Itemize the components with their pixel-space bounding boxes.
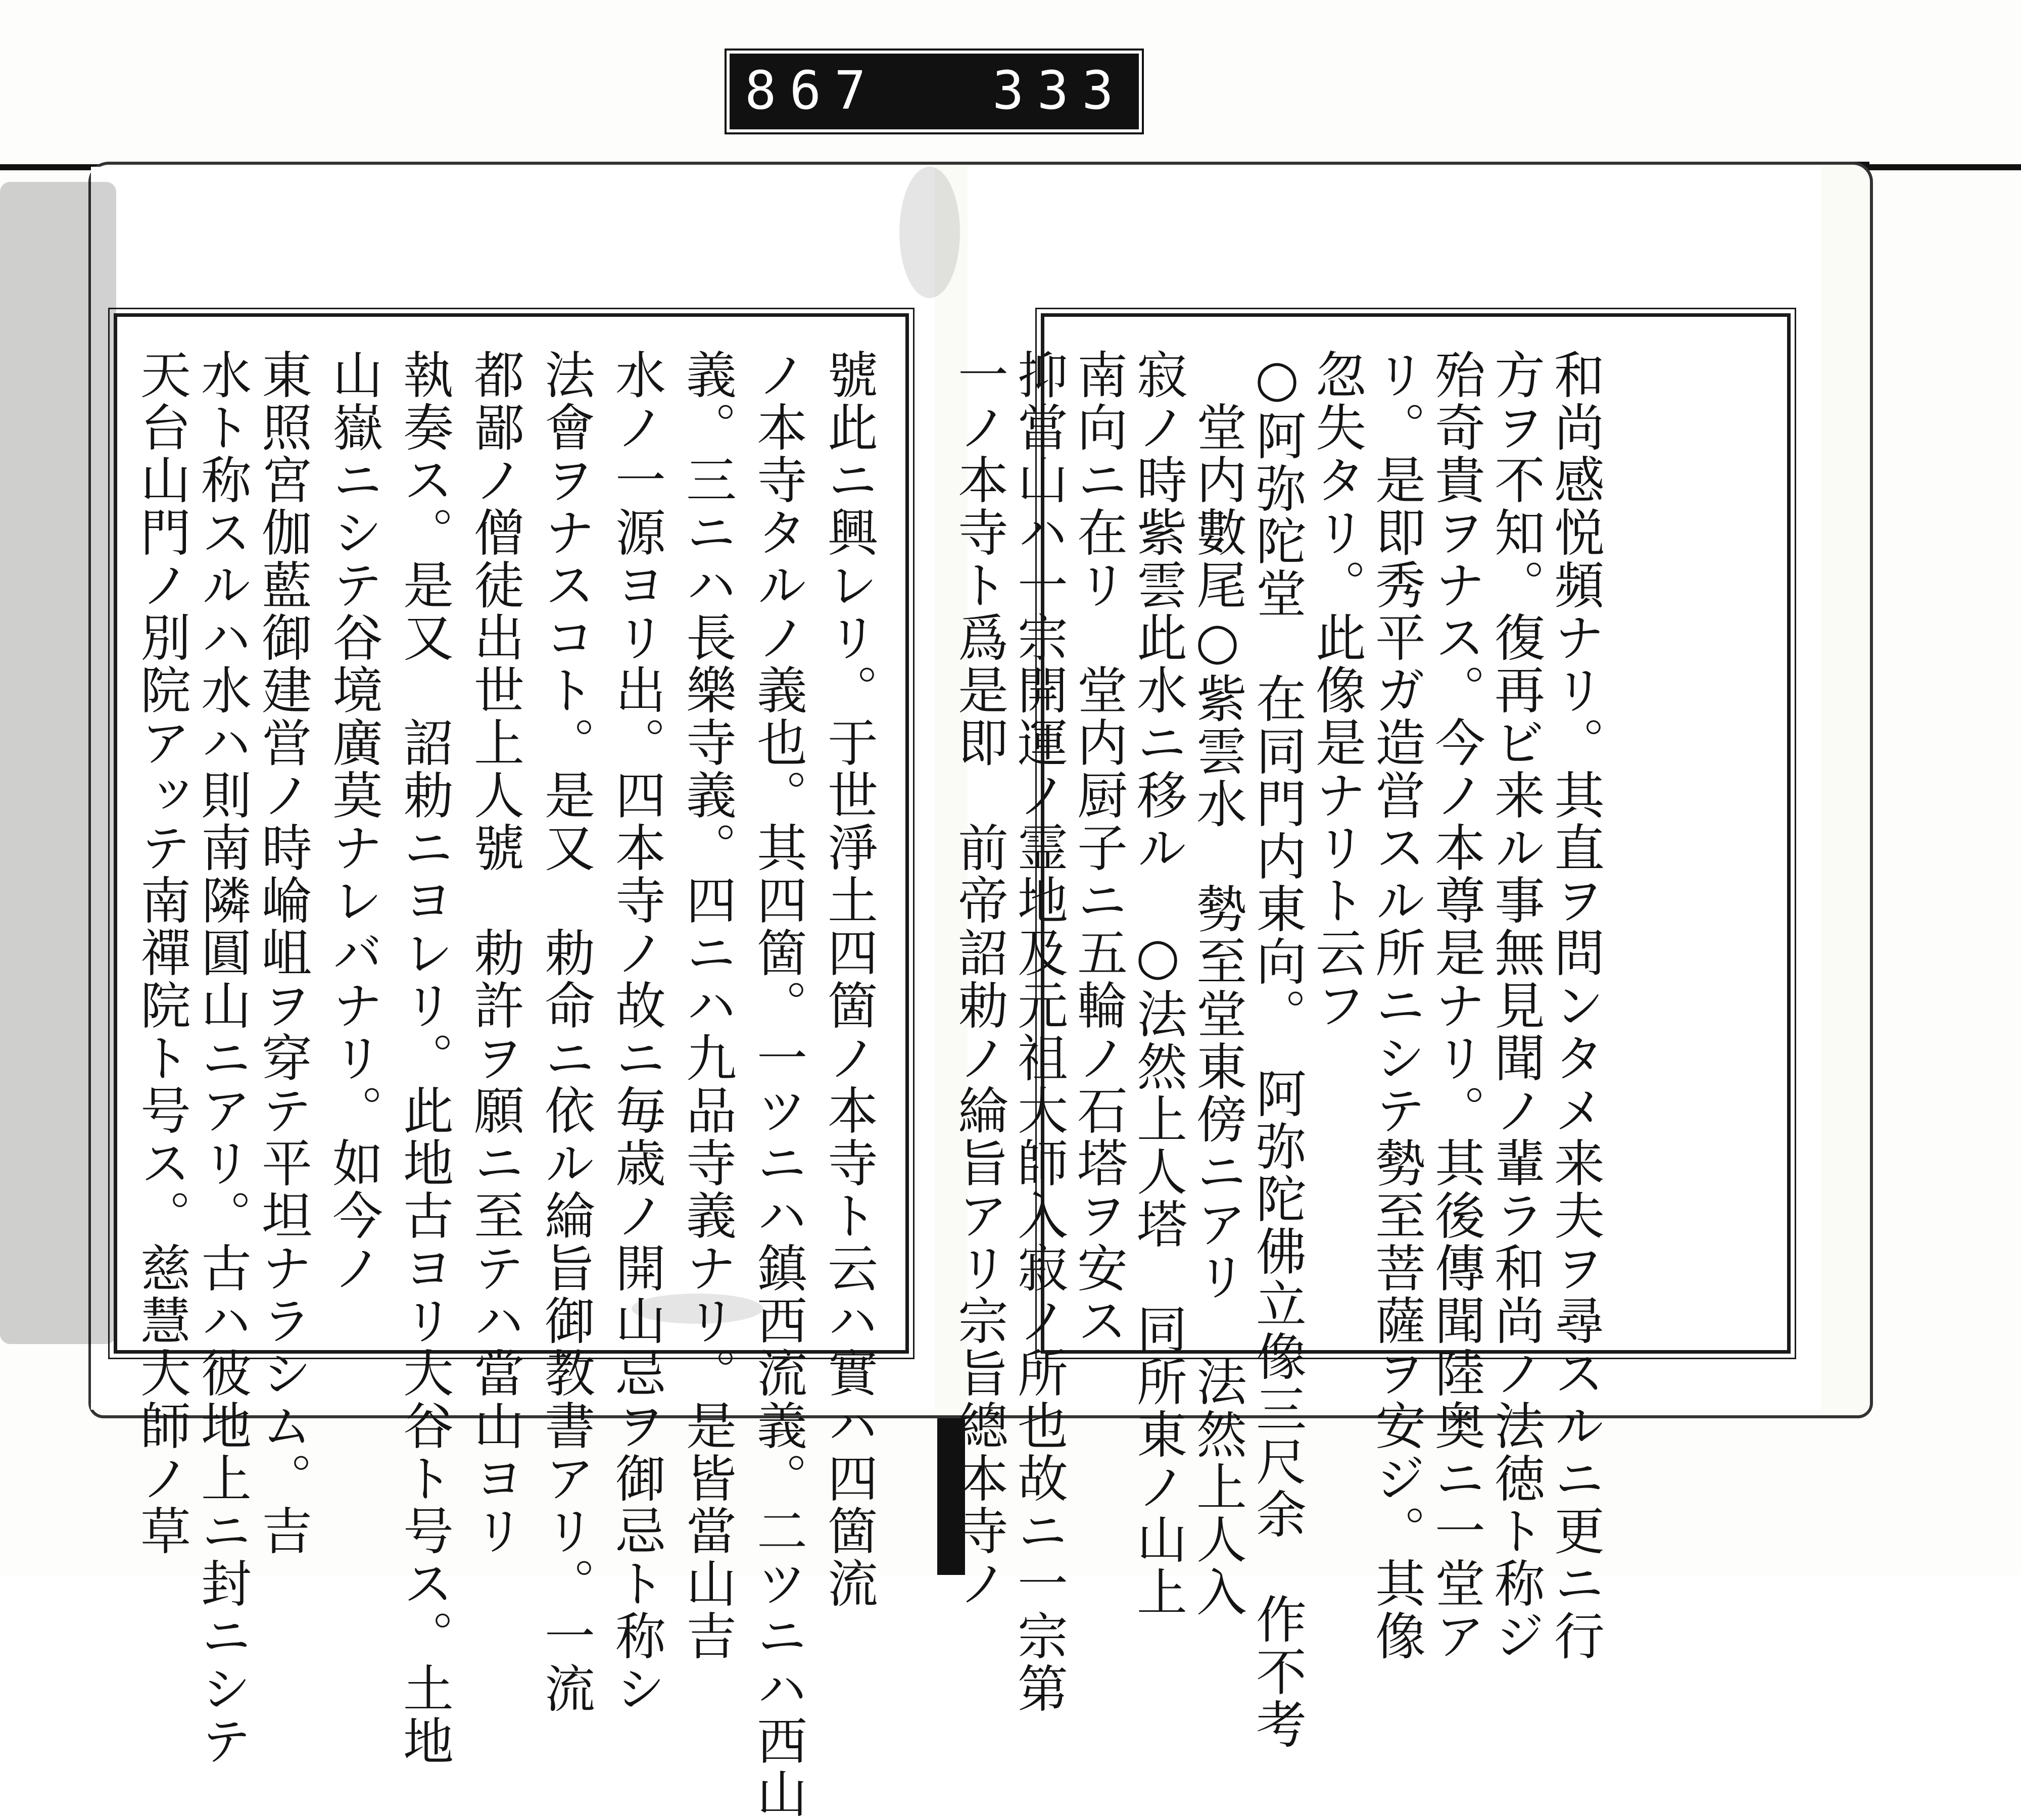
right-column-7: 堂内數尾○紫雲水 勢至堂東傍ニアリ 法然上人入	[1188, 349, 1247, 1618]
left-column-4: 水ノ一源ヨリ出。四本寺ノ故ニ毎歳ノ開山忌ヲ御忌ト称シ	[607, 349, 666, 1715]
call-number-right: 333	[992, 60, 1127, 121]
left-column-5: 法會ヲナスコト。是又 勅命ニ依ル綸旨御教書アリ。一流	[536, 349, 595, 1715]
right-column-1: 和尚感悦頻ナリ。其直ヲ問ンタメ来夫ヲ尋スルニ更ニ行	[1546, 349, 1605, 1662]
right-column-3: 殆奇貴ヲナス。今ノ本尊是ナリ。其後傳聞陸奥ニ一堂ア	[1426, 349, 1485, 1662]
right-column-2: 方ヲ不知。復再ビ来ル事無見聞ノ輩ラ和尚ノ法徳ト称ジ	[1486, 349, 1545, 1662]
right-column-4: リ。是即秀平ガ造営スル所ニシテ勢至菩薩ヲ安ジ。其像	[1367, 349, 1426, 1662]
left-column-9: 東照宮伽藍御建営ノ時崘岨ヲ穿テ平坦ナラシム。吉	[253, 349, 312, 1557]
call-number-left: 867	[745, 60, 879, 121]
left-edge-smudge	[0, 182, 116, 1344]
left-column-7: 執奏ス。是又 詔勅ニヨレリ。此地古ヨリ大谷ト号ス。土地	[395, 349, 454, 1767]
paper-stain	[632, 1294, 763, 1324]
paper-stain	[899, 167, 960, 298]
left-column-6: 都鄙ノ僧徒出世上人號 勅許ヲ願ニ至テハ當山ヨリ	[465, 349, 524, 1557]
right-column-9: 南向ニ在リ 堂内厨子ニ五輪ノ石塔ヲ安ス	[1069, 349, 1128, 1347]
right-column-5: 忽失タリ。此像是ナリト云フ	[1307, 349, 1366, 1032]
left-column-10: 水ト称スルハ水ハ則南隣圓山ニアリ。古ハ彼地上ニ封ニシテ	[193, 349, 252, 1767]
right-column-6: ○阿弥陀堂 在同門内東向。 阿弥陀佛立像三尺余 作不考	[1247, 349, 1307, 1751]
left-column-3: 義。三ニハ長樂寺義。四ニハ九品寺義ナリ。是皆當山吉	[678, 349, 737, 1662]
left-column-8: 山嶽ニシテ谷境廣莫ナレバナリ。如今ノ	[324, 349, 383, 1295]
right-column-10: 抑當山ハ一宗開運ノ霊地及元祖大師入寂ノ所也故ニ一宗第	[1009, 349, 1068, 1715]
left-column-1: 號此ニ興レリ。于世淨土四箇ノ本寺ト云ハ實ハ四箇流	[819, 349, 878, 1610]
right-column-8: 寂ノ時紫雲此水ニ移ル ○法然上人塔 同所東ノ山上	[1128, 349, 1187, 1618]
left-column-2: ノ本寺タルノ義也。其四箇。一ツニハ鎮西流義。二ツニハ西山	[748, 349, 807, 1820]
right-column-11: 一ノ本寺ト爲是即 前帝詔勅ノ綸旨アリ宗旨總本寺ノ	[949, 349, 1008, 1610]
left-column-11: 天台山門ノ別院アッテ南禪院ト号ス。慈慧大師ノ草	[132, 349, 191, 1557]
call-number-label	[727, 51, 1142, 132]
